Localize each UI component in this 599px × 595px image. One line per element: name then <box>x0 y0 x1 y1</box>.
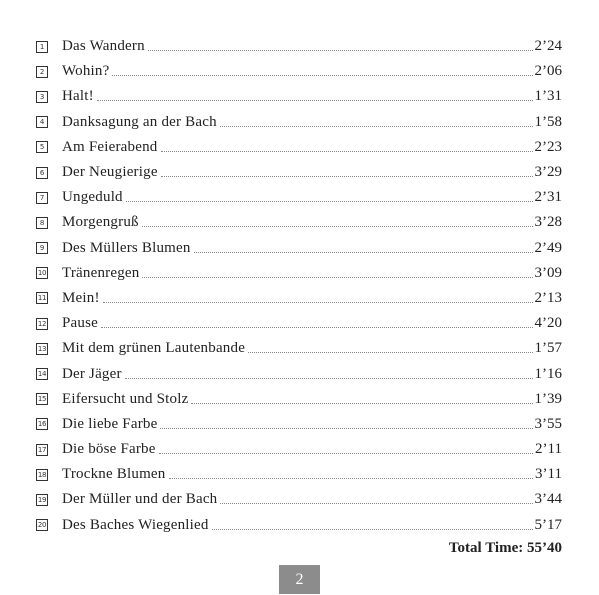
track-row <box>36 412 562 437</box>
track-number-box: 16 <box>37 420 47 429</box>
track-title: Des Müllers Blumen <box>62 239 191 256</box>
track-title: Halt! <box>62 88 94 105</box>
track-number-box: 7 <box>36 192 48 204</box>
track-row <box>36 387 562 412</box>
track-duration: 2’31 <box>534 189 562 206</box>
track-duration: 5’17 <box>534 516 562 533</box>
track-title: Trockne Blumen <box>62 466 166 483</box>
track-number-box: 19 <box>37 495 47 504</box>
track-title: Die böse Farbe <box>62 441 156 458</box>
track-duration: 2’06 <box>534 63 562 80</box>
page-number: 2 <box>279 565 320 594</box>
dot-leader <box>161 151 533 152</box>
dot-leader <box>148 50 533 51</box>
track-row <box>36 336 562 361</box>
track-number-box: 4 <box>36 116 48 128</box>
dot-leader <box>220 503 532 504</box>
dot-leader <box>112 75 532 76</box>
track-duration: 2’11 <box>535 441 562 458</box>
track-row <box>36 361 562 386</box>
track-number-box: 5 <box>36 141 48 153</box>
dot-leader <box>125 378 533 379</box>
track-row <box>36 311 562 336</box>
track-duration: 1’39 <box>534 390 562 407</box>
track-title: Am Feierabend <box>62 138 158 155</box>
track-title: Eifersucht und Stolz <box>62 390 189 407</box>
track-duration: 2’49 <box>534 239 562 256</box>
track-row <box>36 185 562 210</box>
track-row <box>36 513 562 538</box>
track-row <box>36 236 562 261</box>
track-number-box: 2 <box>36 66 48 78</box>
track-title: Mit dem grünen Lautenbande <box>62 340 246 357</box>
track-duration: 3’09 <box>534 264 562 281</box>
track-number-box: 3 <box>36 91 48 103</box>
track-title: Der Neugierige <box>62 164 158 181</box>
track-number-box: 11 <box>37 294 47 303</box>
track-duration: 3’28 <box>534 214 562 231</box>
dot-leader <box>103 302 533 303</box>
track-title: Die liebe Farbe <box>62 415 158 432</box>
track-title: Der Jäger <box>62 365 122 382</box>
track-title: Der Müller und der Bach <box>62 491 218 508</box>
track-duration: 3’44 <box>534 491 562 508</box>
track-duration: 2’13 <box>534 289 562 306</box>
dot-leader <box>212 529 533 530</box>
dot-leader <box>191 403 532 404</box>
track-duration: 4’20 <box>534 315 562 332</box>
track-number-box: 20 <box>37 521 47 530</box>
track-row <box>36 135 562 160</box>
track-title: Tränenregen <box>62 264 140 281</box>
track-number-box: 6 <box>36 167 48 179</box>
track-duration: 1’16 <box>534 365 562 382</box>
track-number-box: 18 <box>37 470 47 479</box>
track-duration: 3’29 <box>534 164 562 181</box>
track-duration: 1’31 <box>534 88 562 105</box>
track-number-box: 10 <box>37 269 47 278</box>
track-row <box>36 286 562 311</box>
track-duration: 3’55 <box>534 415 562 432</box>
track-number-box: 17 <box>37 445 47 454</box>
track-duration: 3’11 <box>535 466 562 483</box>
track-duration: 2’23 <box>534 138 562 155</box>
track-number-box: 14 <box>37 370 47 379</box>
track-number-box: 15 <box>37 395 47 404</box>
track-title: Wohin? <box>62 63 110 80</box>
track-row <box>36 110 562 135</box>
dot-leader <box>101 327 533 328</box>
dot-leader <box>169 478 534 479</box>
track-number-box: 1 <box>36 41 48 53</box>
track-row <box>36 210 562 235</box>
track-row <box>36 437 562 462</box>
track-row <box>36 462 562 487</box>
track-title: Mein! <box>62 289 100 306</box>
track-duration: 2’24 <box>534 38 562 55</box>
track-row <box>36 160 562 185</box>
track-title: Morgengruß <box>62 214 139 231</box>
track-row <box>36 34 562 59</box>
dot-leader <box>142 226 533 227</box>
track-row <box>36 487 562 512</box>
dot-leader <box>159 453 533 454</box>
track-duration: 1’58 <box>534 113 562 130</box>
total-time: Total Time: 55’40 <box>448 540 562 556</box>
track-title: Ungeduld <box>62 189 123 206</box>
track-number-box: 8 <box>36 217 48 229</box>
dot-leader <box>194 252 533 253</box>
track-title: Danksagung an der Bach <box>62 113 217 130</box>
track-title: Des Baches Wiegenlied <box>62 516 209 533</box>
dot-leader <box>142 277 532 278</box>
track-row <box>36 84 562 109</box>
dot-leader <box>160 428 532 429</box>
track-number-box: 12 <box>37 319 47 328</box>
track-number-box: 13 <box>37 344 47 353</box>
track-number-box: 9 <box>36 242 48 254</box>
tracklist <box>36 34 562 538</box>
dot-leader <box>126 201 533 202</box>
track-title: Das Wandern <box>62 38 145 55</box>
dot-leader <box>161 176 533 177</box>
dot-leader <box>97 100 533 101</box>
track-row <box>36 59 562 84</box>
dot-leader <box>220 126 533 127</box>
track-title: Pause <box>62 315 98 332</box>
track-row <box>36 261 562 286</box>
track-duration: 1’57 <box>534 340 562 357</box>
dot-leader <box>248 352 532 353</box>
